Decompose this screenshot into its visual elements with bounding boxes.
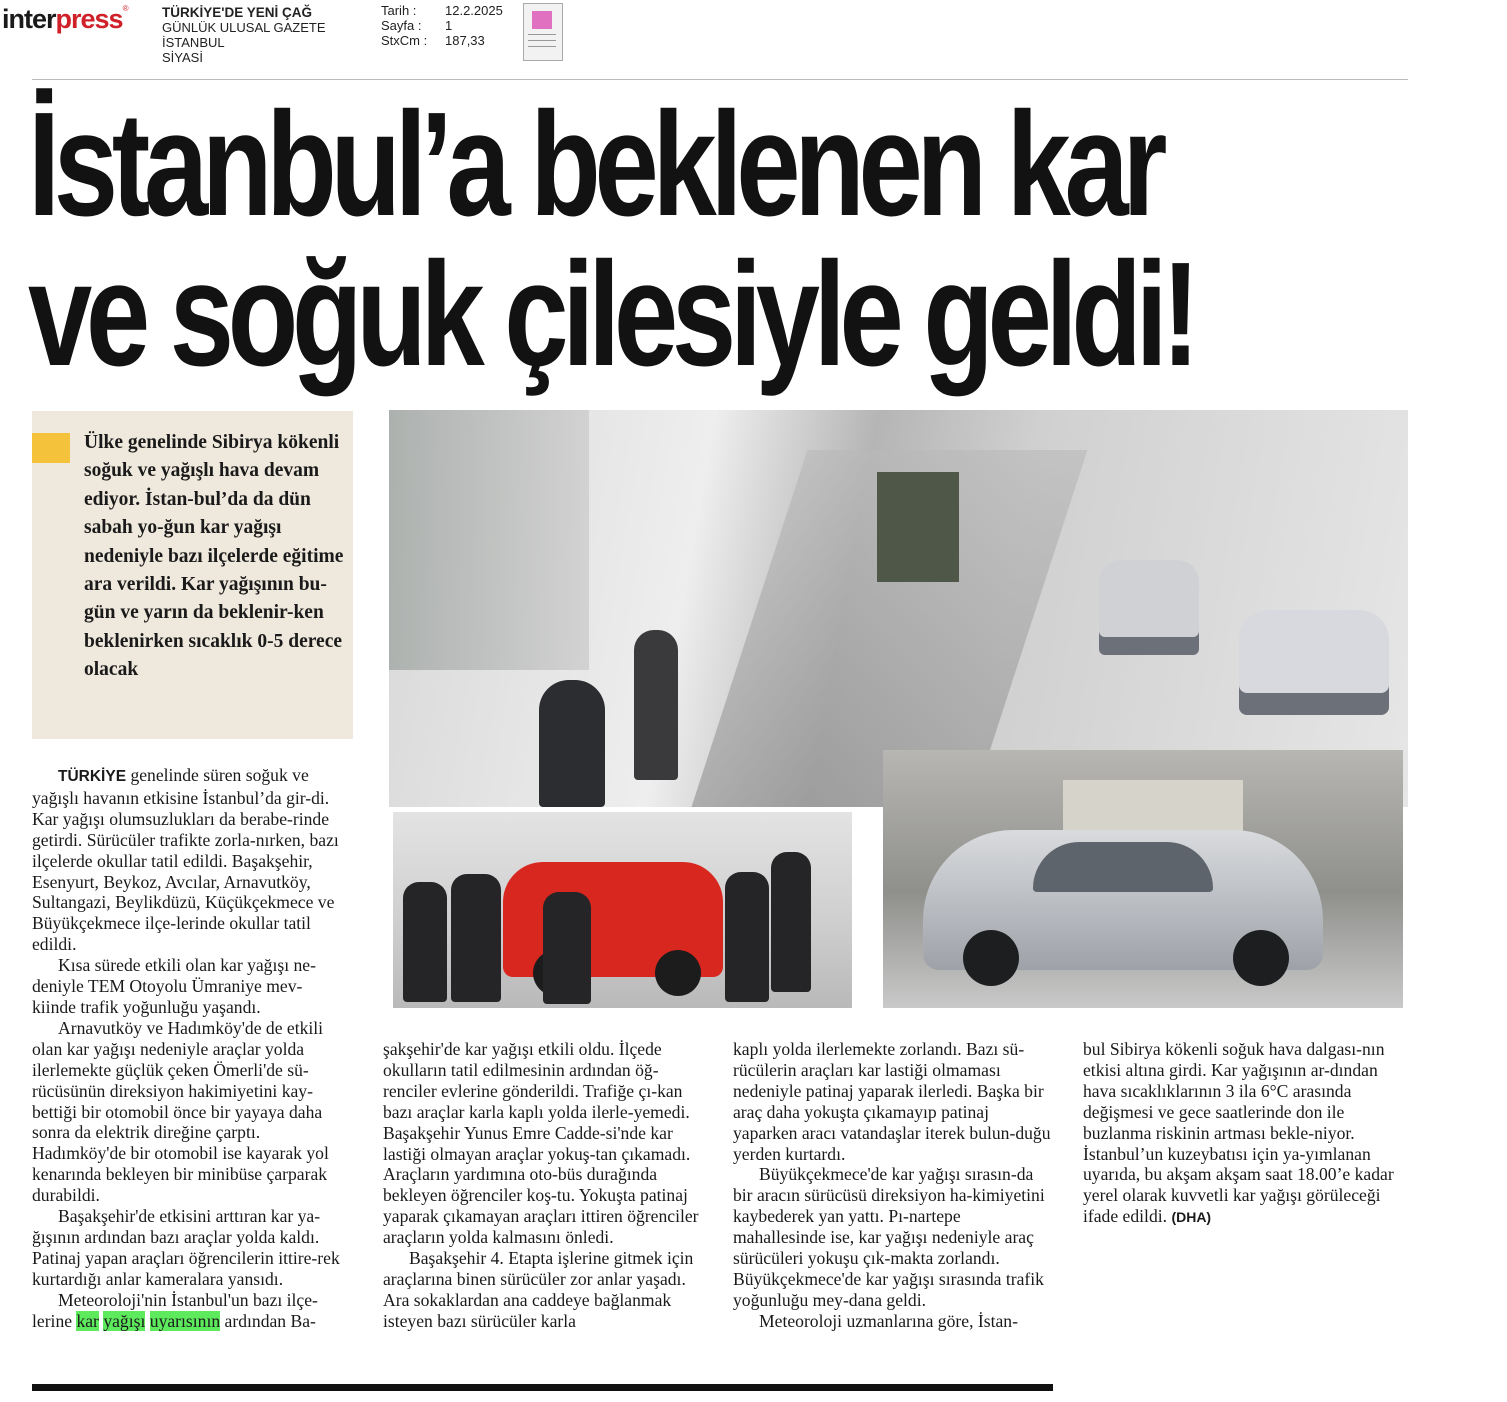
lead-word: TÜRKİYE	[58, 768, 127, 785]
date-row	[381, 3, 503, 18]
paragraph: Arnavutköy ve Hadımköy'de de etkili olan kar yağışı nedeniyle araçlar yolda ilerlemekte güçlük çeken Ömerli'de sü-rücüsünün direksiyon hakimiyetini kay-bettiği bir otomobil önce bir yayaya daha sonra da elektrik direğine çarptı. Hadımköy'de bir otomobil ise kayarak yol kenarında bekleyen bir minibüse çarparak durabildi.	[32, 1017, 329, 1206]
article-column-2	[383, 1039, 701, 1332]
paragraph: TÜRKİYE genelinde süren soğuk ve yağışlı havanın etkisine İstanbul’da gir-di. Kar yağışı olumsuzlukları da berabe-rinde getirdi. Sürücüler trafikte zorla-nırken, bazı ilçelerde okullar tatil edildi. Başakşehir, Esenyurt, Beykoz, Avcılar, Arnavutköy, Sultangazi, Beylikdüzü, Küçükçekmece ve Büyükçekmece ilçe-lerinde okullar tatil edildi.	[32, 765, 339, 955]
clipping-info	[381, 3, 503, 48]
date-label: Tarih :	[381, 3, 417, 18]
paragraph: şakşehir'de kar yağışı etkili oldu. İlçede okulların tatil edilmesinin ardından öğ-renciler evlerine gönderildi. Trafiğe çı-kan bazı araçlar karla kaplı yolda ilerle-yemedi. Başakşehir Yunus Emre Cadde-si'nde kar lastiği olmayan araçlar yokuş-tan çıkamadı. Araçların yardımına oto-büs durağında bekleyen öğrenciler koş-tu. Yokuşta patinaj yaparak çıkamayan araçları ittiren öğrenciler araçların yolda kalmasını önledi.	[383, 1039, 699, 1248]
publication-type: GÜNLÜK ULUSAL GAZETE	[162, 20, 326, 35]
spot-box	[32, 411, 353, 739]
paragraph: kaplı yolda ilerlemekte zorlandı. Bazı sü-rücülerin araçları kar lastiği olmaması nedeniyle patinaj yaparak ilerledi. Başka bir araç daha yokuşta çıkamayıp patinaj yaparken aracı vatandaşlar iterek bulun-duğu yerden kurtardı.	[733, 1039, 1051, 1164]
paragraph: Meteoroloji uzmanlarına göre, İstan-	[759, 1310, 1018, 1331]
page-value: 1	[445, 18, 453, 33]
paragraph: bul Sibirya kökenli soğuk hava dalgası-nın etkisi altına girdi. Kar yağışının ar-dından hava sıcaklıklarının 3 ila 6°C arasında değişmesi ve gece saatlerinde don ile buzlanma riskinin artması bekle-niyor. İstanbul’un kuzeybatısı için ya-yımlanan uyarıda, bu akşam akşam saat 18.00’e kadar yerel olarak kuvvetli kar yağışı görüleceği ifade edildi. (DHA)	[1083, 1039, 1394, 1227]
page-row	[381, 18, 503, 33]
highlighted-keyword: kar	[76, 1310, 99, 1331]
news-source: (DHA)	[1171, 1209, 1212, 1226]
article-column-1	[32, 765, 344, 1331]
article-column-3	[733, 1039, 1057, 1332]
spot-text: Ülke genelinde Sibirya kökenli soğuk ve yağışlı hava devam ediyor. İstan-bul’da da dün sabah yo-ğun kar yağışı nedeniyle bazı ilçelerde eğitime ara verildi. Kar yağışının bu-gün ve yarın da beklenir-ken beklenirken sıcaklık 0-5 derece olacak	[84, 432, 344, 681]
interpress-logo: interpress®	[2, 4, 128, 34]
article-headline	[28, 82, 1194, 397]
highlighted-keyword: yağışı	[103, 1310, 146, 1331]
publication-name: TÜRKİYE'DE YENİ ÇAĞ	[162, 5, 312, 20]
main-photo-snowy-street	[389, 410, 1408, 807]
spot-marker	[32, 433, 70, 463]
publication-city: İSTANBUL	[162, 35, 225, 50]
paragraph: Başakşehir 4. Etapta işlerine gitmek için araçlarına binen sürücüler zor anlar yaşadı. Ara sokaklardan ana caddeye bağlanmak isteyen bazı sürücüler karla	[383, 1248, 694, 1331]
article-column-4	[1083, 1039, 1403, 1228]
stxcm-row	[381, 33, 503, 48]
paragraph: Kısa sürede etkili olan kar yağışı ne-deniyle TEM Otoyolu Ümraniye mev-kiinde trafik yoğunluğu yaşandı.	[32, 955, 316, 1017]
stxcm-label: StxCm :	[381, 33, 428, 48]
photo-students-pushing-car	[393, 812, 852, 1008]
headline-line-1: İstanbul’a beklenen kar	[28, 82, 1162, 247]
paragraph: Büyükçekmece'de kar yağışı sırasın-da bir aracın sürücüsü direksiyon ha-kimiyetini kaybederek yan yattı. Pı-nartepe mahallesinde ise, kar yağışı nedeniyle araç sürücüleri yokuşu çık-makta zorlandı. Büyükçekmece'de kar yağışı sırasında trafik yoğunluğu mey-dana geldi.	[733, 1164, 1045, 1310]
date-value: 12.2.2025	[445, 3, 503, 18]
headline-line-2: ve soğuk çilesiyle geldi!	[28, 232, 1194, 397]
publication-info	[162, 5, 326, 65]
highlighted-keyword: uyarısının	[149, 1310, 221, 1331]
page-thumbnail[interactable]	[523, 3, 563, 61]
bottom-rule	[32, 1384, 1053, 1391]
paragraph: Meteoroloji'nin İstanbul'un bazı ilçe-lerine kar yağışı uyarısının ardından Ba-	[32, 1289, 318, 1331]
page-label: Sayfa :	[381, 18, 422, 33]
photo-car-skidding	[883, 750, 1403, 1008]
stxcm-value: 187,33	[445, 33, 485, 48]
publication-category: SİYASİ	[162, 50, 203, 65]
header-divider	[32, 79, 1408, 80]
paragraph: Başakşehir'de etkisini arttıran kar ya-ğışının ardından bazı araçlar yolda kaldı. Patinaj yapan araçları öğrencilerin ittire-rek kurtardığı anlar kameralara yansıdı.	[32, 1206, 340, 1289]
